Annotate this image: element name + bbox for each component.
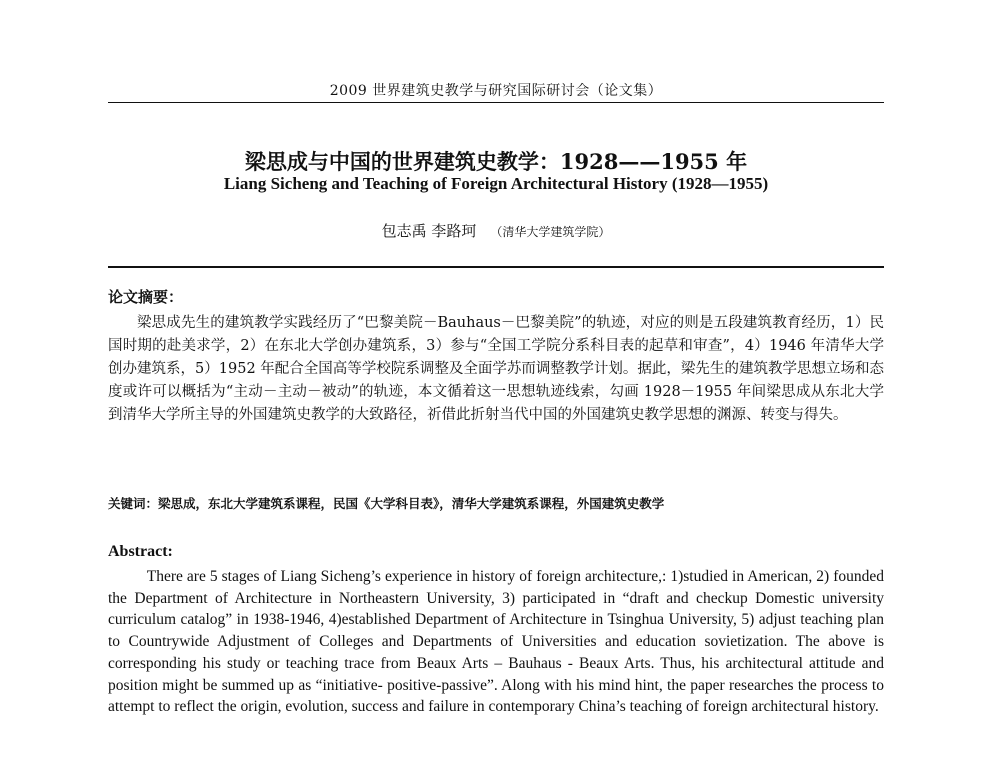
title-block-rule bbox=[108, 266, 884, 268]
header-rule bbox=[108, 102, 884, 103]
abstract-cn-body: 梁思成先生的建筑教学实践经历了“巴黎美院－Bauhaus－巴黎美院”的轨迹，对应的则是五段建筑教育经历，1）民国时期的赴美求学，2）在东北大学创办建筑系，3）参与“全国工学院分系科目表的起草和审查”，4）1946 年清华大学创办建筑系，5）1952 年配合全国高等学校院系调整及全面学苏而调整教学计划。据此，梁先生的建筑教学思想立场和态度或许可以概括为“主动－主动－被动”的轨迹，本文循着这一思想轨迹线索，勾画 1928－1955 年间梁思成从东北大学到清华大学所主导的外国建筑史教学的大致路径，祈借此折射当代中国的外国建筑史教学思想的渊源、转变与得失。 bbox=[108, 315, 884, 423]
keywords-cn-text: 梁思成，东北大学建筑系课程，民国《大学科目表》，清华大学建筑系课程，外国建筑史教学 bbox=[158, 496, 665, 511]
author-affiliation: （清华大学建筑学院） bbox=[490, 225, 611, 239]
paper-title-english: Liang Sicheng and Teaching of Foreign Architectural History (1928—1955) bbox=[223, 174, 769, 193]
keywords-cn bbox=[108, 494, 884, 512]
abstract-en-heading: Abstract: bbox=[108, 543, 173, 560]
running-header: 2009 世界建筑史教学与研究国际研讨会（论文集） bbox=[329, 83, 663, 99]
abstract-en-body: There are 5 stages of Liang Sicheng’s experience in history of foreign architecture,: 1)studied in American, 2) founded the Department of Architecture in Northeastern University, 3) participated in “draft and checkup Domestic university curriculum catalog” in 1938-1946, 4)established Department of Architecture in Tsinghua University, 5) adjust teaching plan to Countrywide Adjustment of Colleges and Departments of Universities and education sovietization. The above is corresponding his study or teaching trace from Beaux Arts – Bauhaus - Beaux Arts. Thus, his architectural attitude and position might be summed up as “initiative- positive-passive”. Along with his mind hint, the paper researches the process to attempt to reflect the origin, evolution, success and failure in contemporary China’s teaching of foreign architectural history. bbox=[108, 568, 884, 716]
author-names: 包志禹 李路珂 bbox=[381, 222, 477, 240]
abstract-cn-heading: 论文摘要： bbox=[108, 288, 184, 306]
paper-title-chinese: 梁思成与中国的世界建筑史教学：1928——1955 年 bbox=[244, 149, 748, 174]
keywords-cn-label: 关键词： bbox=[108, 496, 159, 511]
author-line bbox=[108, 220, 884, 241]
